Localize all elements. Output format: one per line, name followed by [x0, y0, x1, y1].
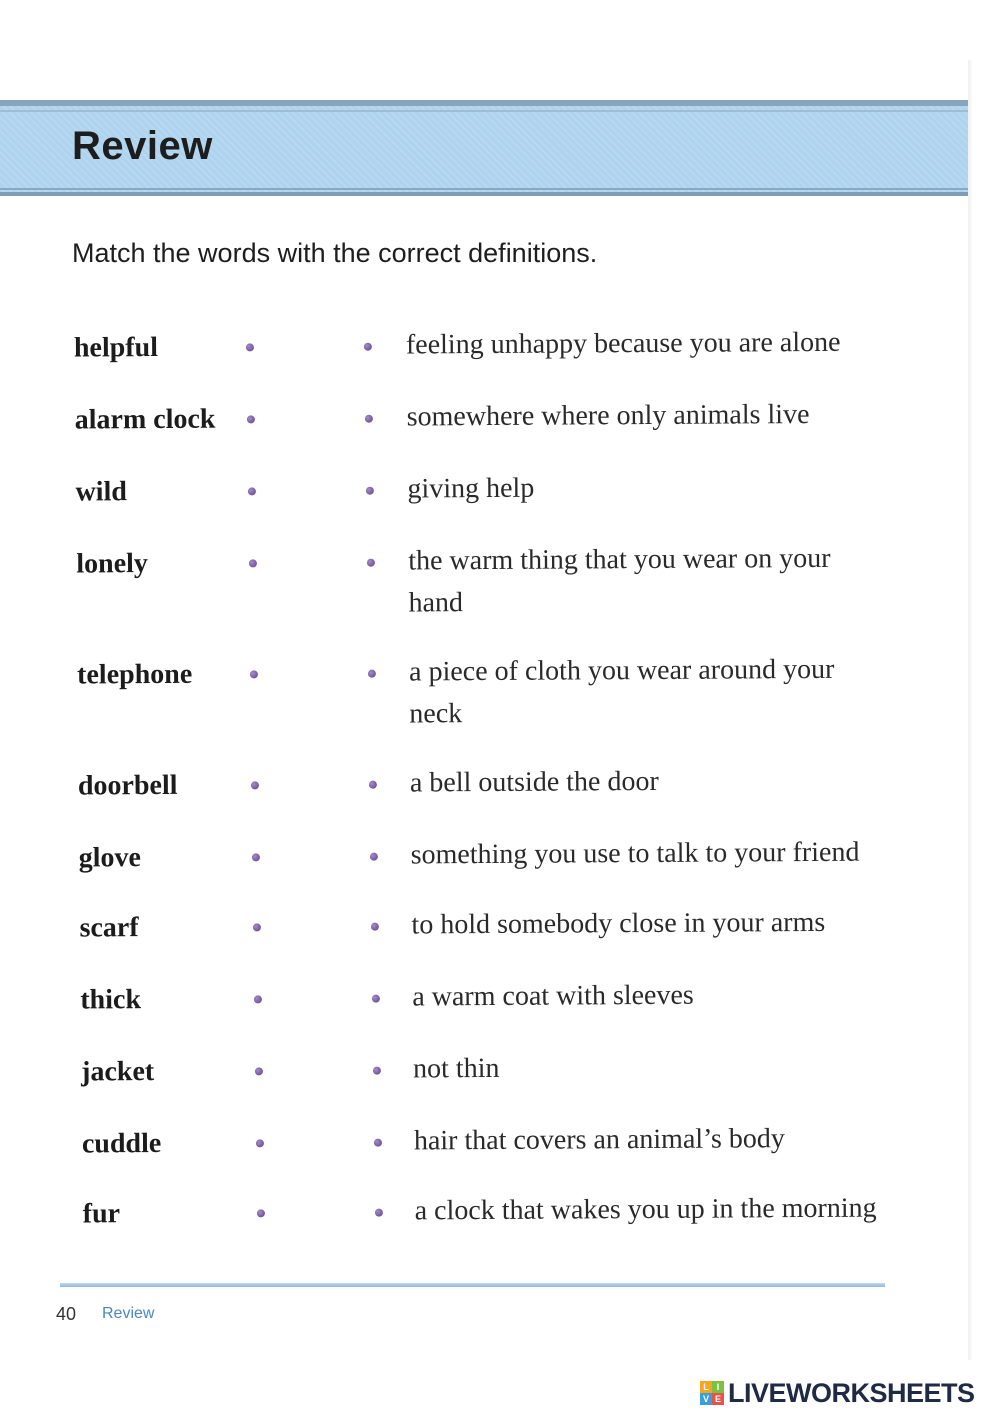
definition-match-dot[interactable]: [372, 995, 380, 1003]
word-match-dot[interactable]: [251, 781, 259, 789]
match-word: jacket: [81, 1056, 155, 1088]
word-match-dot[interactable]: [249, 559, 257, 567]
brand-icon-tile: L: [700, 1381, 712, 1393]
match-word: alarm clock: [74, 403, 216, 436]
match-word: wild: [75, 476, 127, 508]
match-word: fur: [82, 1198, 121, 1230]
match-row: [0, 1123, 968, 1189]
definition-match-dot[interactable]: [375, 1209, 383, 1217]
match-row: [0, 327, 968, 393]
match-row: [0, 653, 968, 730]
word-match-dot[interactable]: [247, 415, 255, 423]
match-row: [0, 765, 968, 831]
header-rule-top: [0, 100, 968, 106]
match-row: [0, 471, 968, 537]
match-word: telephone: [77, 658, 193, 691]
match-word: lonely: [76, 548, 148, 580]
definition-match-dot[interactable]: [373, 1067, 381, 1075]
page-number: 40: [56, 1304, 77, 1324]
word-match-dot[interactable]: [257, 1209, 265, 1217]
match-word: cuddle: [81, 1127, 162, 1160]
match-definition: a piece of cloth you wear around your neck: [408, 653, 835, 730]
page-edge: [968, 60, 972, 1360]
match-row: [0, 1051, 968, 1117]
brand-logo: [700, 1378, 975, 1408]
match-row: [0, 979, 968, 1045]
match-row: [0, 907, 968, 973]
word-match-dot[interactable]: [254, 995, 262, 1003]
word-match-dot[interactable]: [253, 923, 261, 931]
brand-icon-tile: E: [712, 1393, 724, 1405]
match-row: [0, 1193, 968, 1259]
footer-section-label: Review: [102, 1305, 155, 1322]
word-match-dot[interactable]: [248, 487, 256, 495]
definition-match-dot[interactable]: [364, 343, 372, 351]
footer-rule: [60, 1283, 885, 1287]
word-match-dot[interactable]: [250, 670, 258, 678]
brand-icon: [700, 1381, 724, 1405]
match-definition: giving help: [407, 472, 535, 505]
match-definition: something you use to talk to your friend: [410, 836, 860, 871]
definition-match-dot[interactable]: [367, 559, 375, 567]
match-word: doorbell: [77, 769, 178, 802]
match-definition: hair that covers an animal’s body: [413, 1123, 785, 1157]
header-rule-bottom-thin: [0, 188, 968, 190]
definition-match-dot[interactable]: [371, 923, 379, 931]
match-row: [0, 542, 968, 619]
header-rule-bottom: [0, 192, 968, 196]
page-title: Review: [72, 124, 213, 168]
word-match-dot[interactable]: [256, 1139, 264, 1147]
match-definition: to hold somebody close in your arms: [411, 906, 826, 941]
word-match-dot[interactable]: [246, 343, 254, 351]
definition-match-dot[interactable]: [366, 487, 374, 495]
brand-icon-tile: V: [700, 1393, 712, 1405]
match-word: thick: [80, 984, 142, 1016]
word-match-dot[interactable]: [252, 853, 260, 861]
match-row: [0, 399, 968, 465]
brand-name: LIVEWORKSHEETS: [728, 1377, 975, 1408]
header-rule-top-thin: [0, 110, 968, 112]
definition-match-dot[interactable]: [369, 781, 377, 789]
match-definition: the warm thing that you wear on your hand: [408, 542, 831, 619]
match-definition: not thin: [412, 1052, 500, 1085]
definition-match-dot[interactable]: [368, 670, 376, 678]
match-row: [0, 837, 968, 903]
brand-icon-tile: I: [712, 1381, 724, 1393]
match-definition: a warm coat with sleeves: [412, 979, 694, 1013]
definition-match-dot[interactable]: [370, 853, 378, 861]
match-definition: a clock that wakes you up in the morning: [414, 1192, 877, 1227]
word-match-dot[interactable]: [255, 1067, 263, 1075]
match-definition: a bell outside the door: [409, 765, 659, 799]
match-definition: feeling unhappy because you are alone: [405, 326, 841, 361]
match-word: glove: [78, 842, 142, 874]
instruction-text: Match the words with the correct definitions.: [72, 238, 598, 268]
definition-match-dot[interactable]: [365, 415, 373, 423]
match-word: scarf: [79, 912, 139, 944]
match-definition: somewhere where only animals live: [406, 399, 810, 433]
definition-match-dot[interactable]: [374, 1139, 382, 1147]
match-word: helpful: [73, 331, 159, 364]
